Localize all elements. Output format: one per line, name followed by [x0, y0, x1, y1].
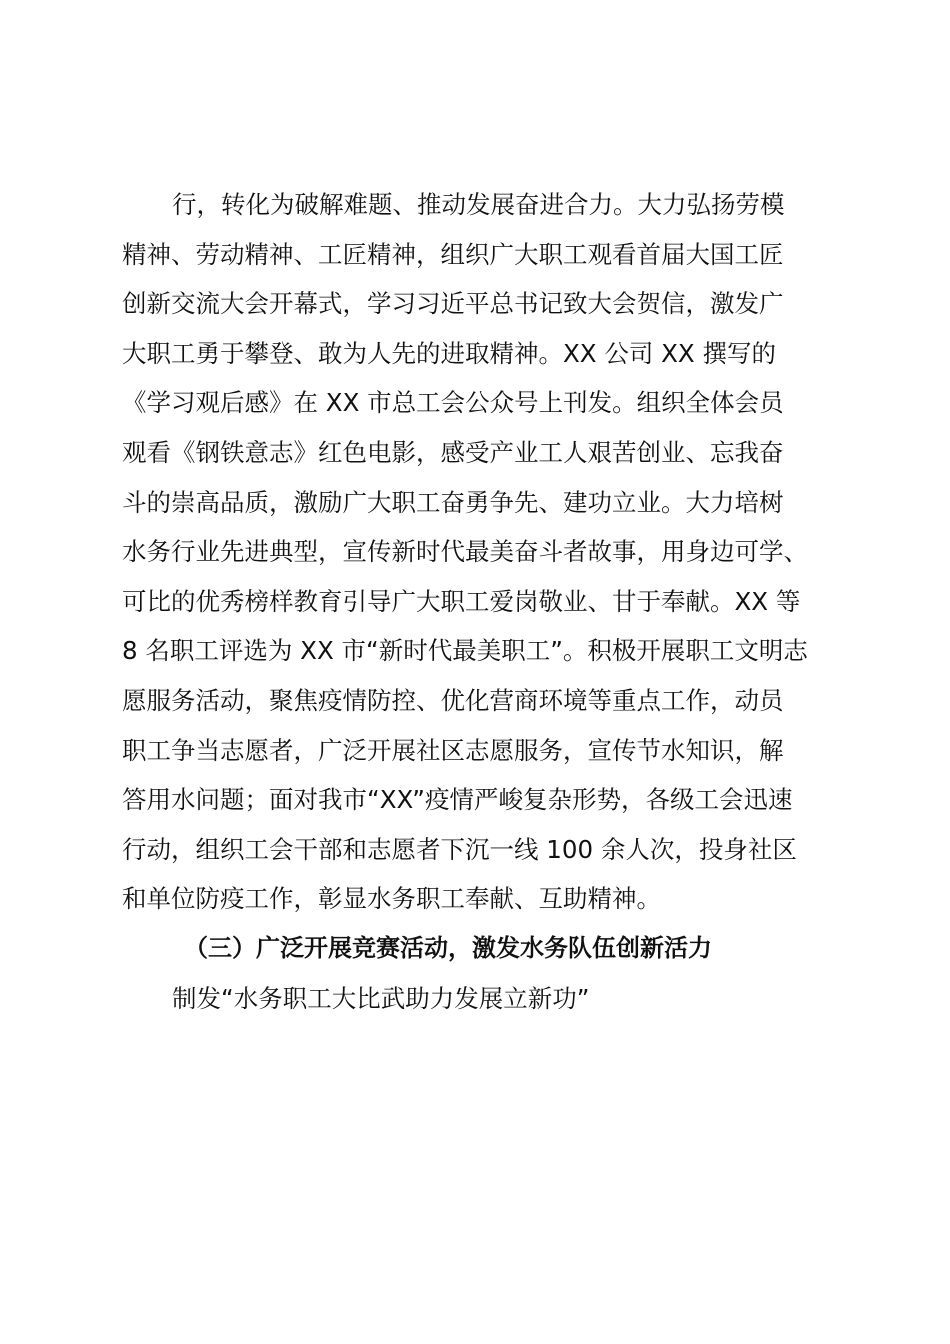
- paragraph-line: 职工争当志愿者，广泛开展社区志愿服务，宣传节水知识，解: [122, 735, 784, 765]
- paragraph-line: 《学习观后感》在 XX 市总工会公众号上刊发。组织全体会员: [122, 388, 784, 418]
- paragraph-line: 行动，组织工会干部和志愿者下沉一线 100 余人次，投身社区: [122, 834, 797, 864]
- paragraph-line: 大职工勇于攀登、敢为人先的进取精神。XX 公司 XX 撰写的: [122, 338, 776, 368]
- paragraph-line: 创新交流大会开幕式，学习习近平总书记致大会贺信，激发广: [122, 289, 784, 319]
- paragraph-line: 和单位防疫工作，彰显水务职工奉献、互助精神。: [122, 884, 661, 914]
- paragraph-line: 愿服务活动，聚焦疫情防控、优化营商环境等重点工作，动员: [122, 685, 784, 715]
- next-paragraph-line: 制发“水务职工大比武助力发展立新功”: [172, 983, 590, 1013]
- paragraph-line: 斗的崇高品质，激励广大职工奋勇争先、建功立业。大力培树: [122, 487, 784, 517]
- paragraph-line: 行，转化为破解难题、推动发展奋进合力。大力弘扬劳模: [172, 190, 785, 219]
- document-body: [122, 180, 834, 1023]
- section-heading: （三）广泛开展竞赛活动，激发水务队伍创新活力: [184, 933, 712, 962]
- paragraph-line: 8 名职工评选为 XX 市“新时代最美职工”。积极开展职工文明志: [122, 636, 808, 666]
- paragraph-line: 水务行业先进典型，宣传新时代最美奋斗者故事，用身边可学、: [122, 537, 808, 567]
- paragraph-line: 观看《钢铁意志》红色电影，感受产业工人艰苦创业、忘我奋: [122, 437, 784, 467]
- paragraph-line: 可比的优秀榜样教育引导广大职工爱岗敬业、甘于奉献。XX 等: [122, 586, 801, 616]
- paragraph-line: 精神、劳动精神、工匠精神，组织广大职工观看首届大国工匠: [122, 239, 784, 269]
- paragraph-line: 答用水问题；面对我市“XX”疫情严峻复杂形势，各级工会迅速: [122, 785, 793, 815]
